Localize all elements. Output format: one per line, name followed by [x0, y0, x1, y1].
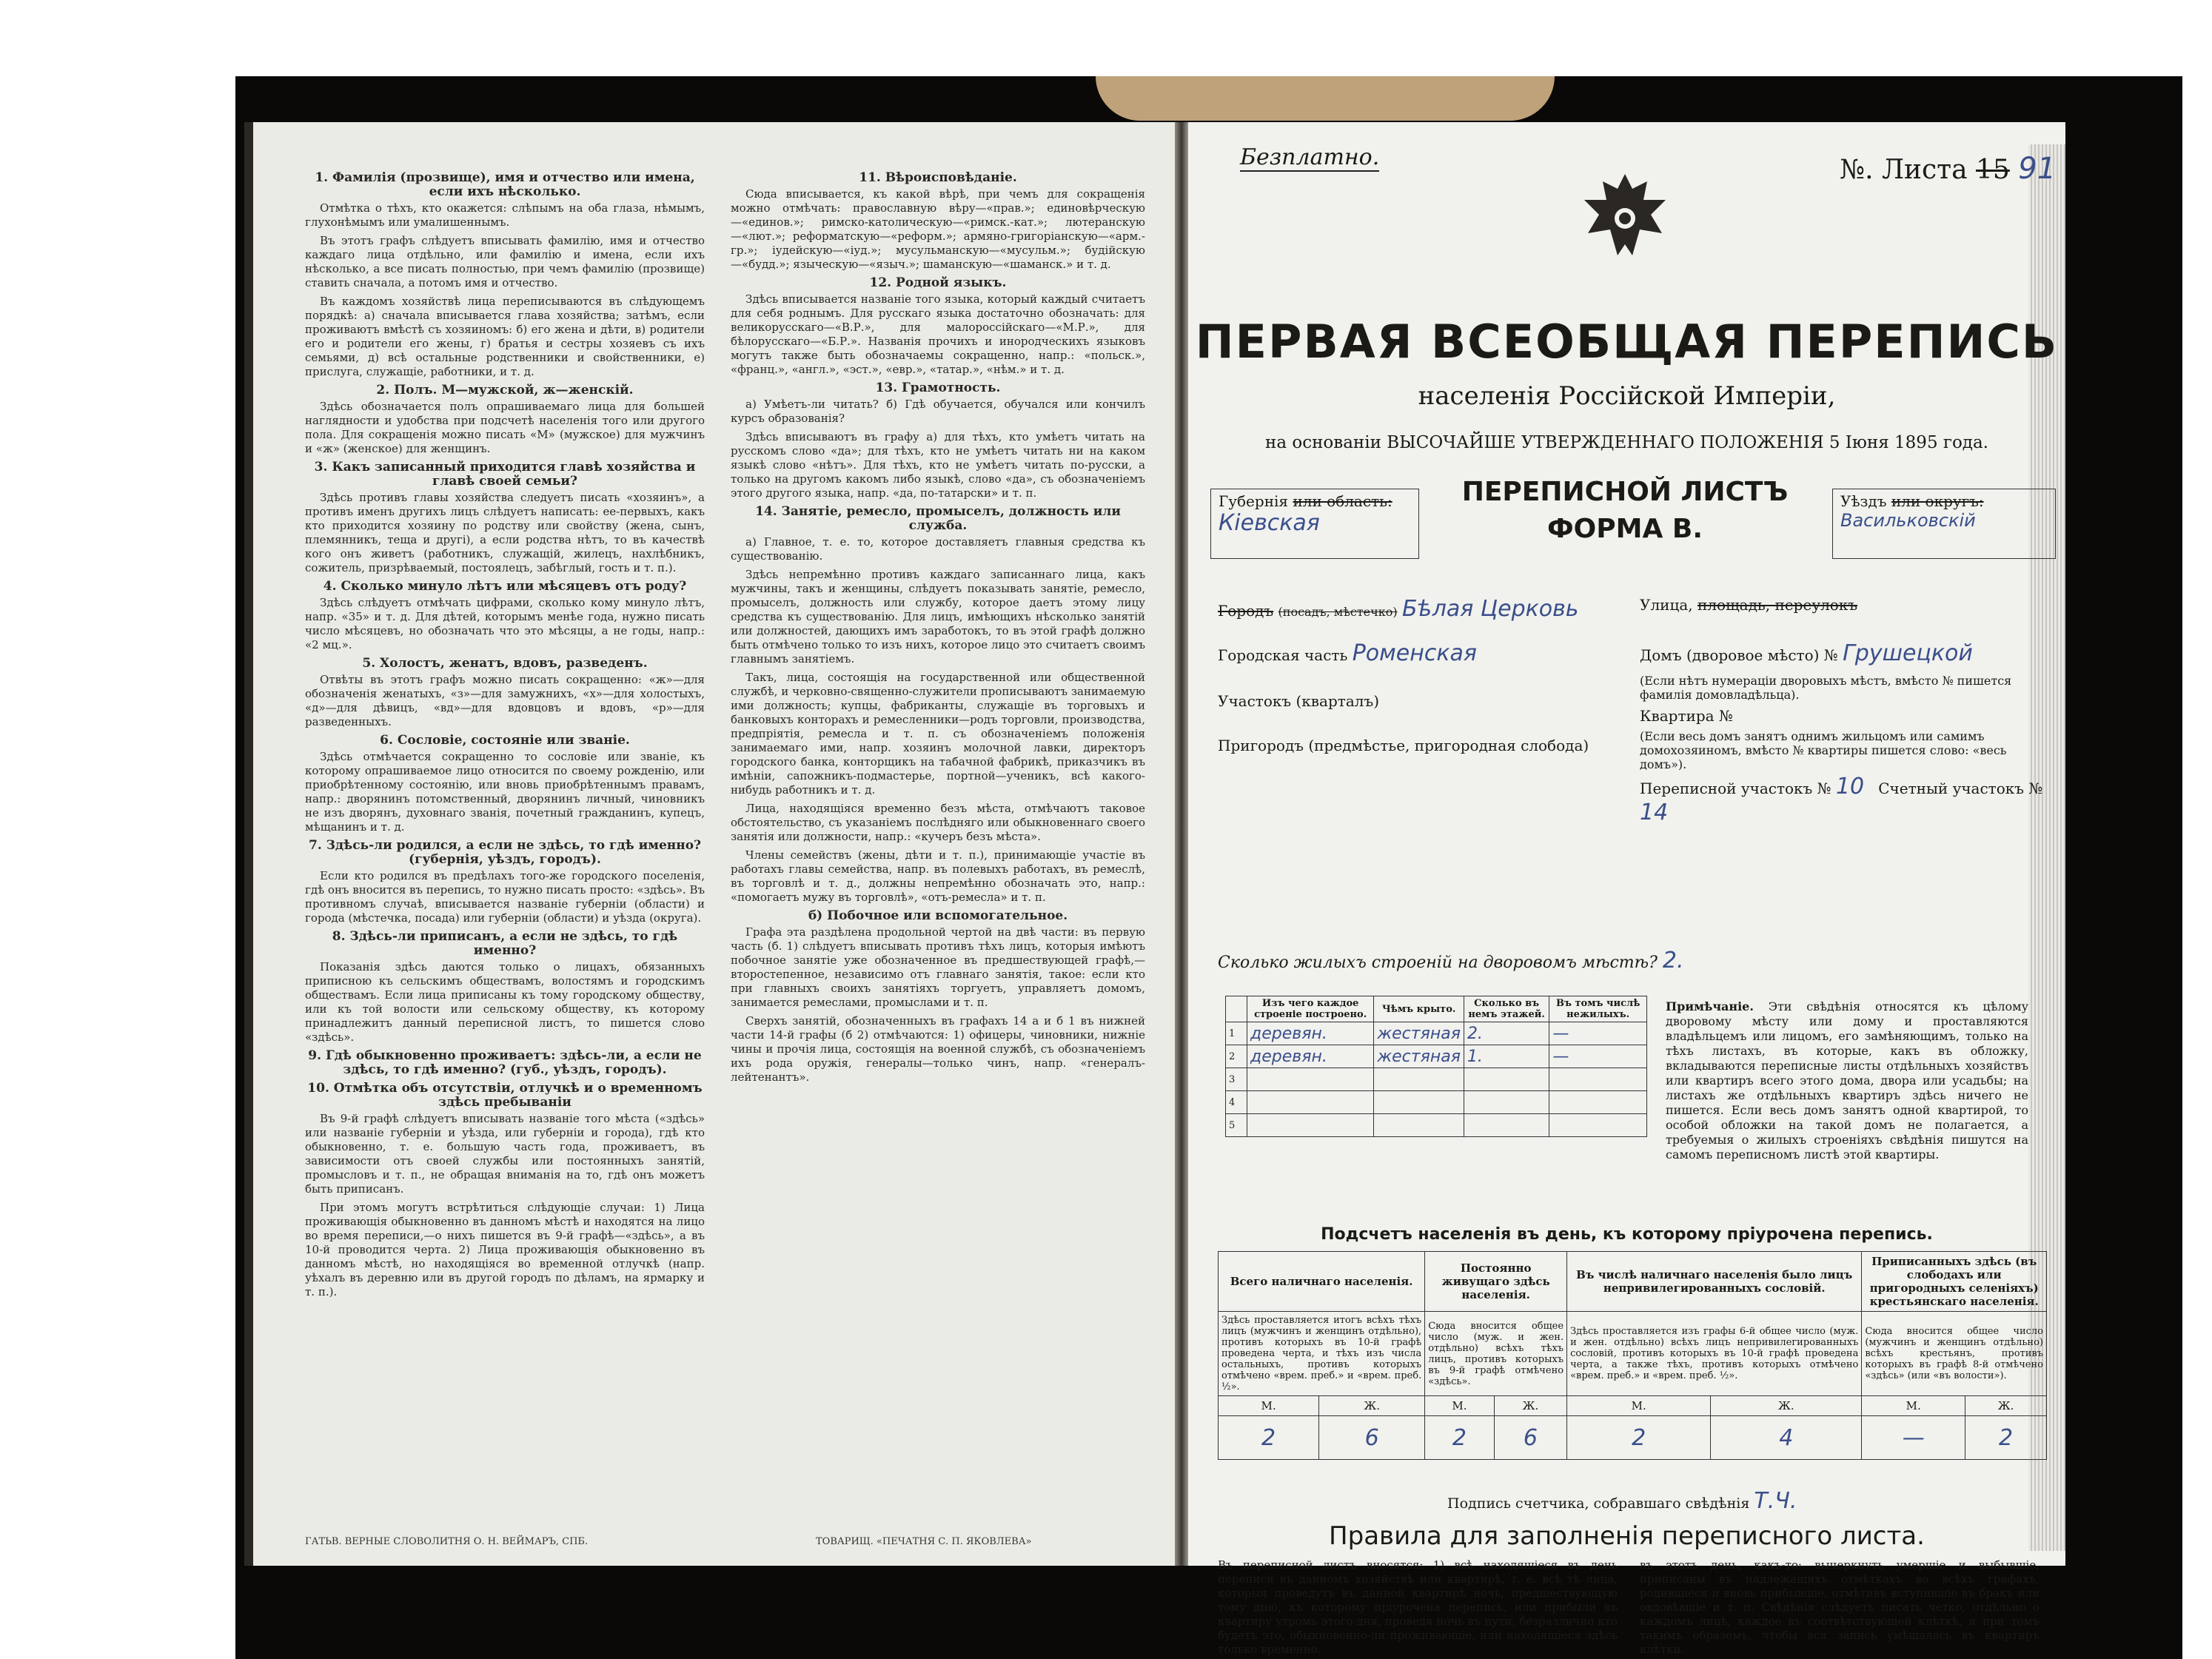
open-ledger — [244, 122, 2065, 1656]
suburb-field: Пригородъ (предмѣстье, пригородная слобода) — [1218, 737, 1589, 754]
instruction-paragraph: Здѣсь отмѣчается сокращенно то сословіе или званіе, къ которому опрашиваемое лицо относится по своему рожденію, или приобрѣтенному состоянію, или вновь приобрѣтеннымъ правамъ, напр.: дворянинъ потомственный, дворянинъ личный, чиновникъ не изъ дворянъ, духовнаго званія, почетный гражданинъ, купецъ, мѣщанинъ и т. д. — [305, 750, 705, 834]
table-row — [1226, 1045, 1647, 1068]
buildings-cell-material: деревян. — [1247, 1045, 1374, 1068]
gubernia-box: Губернія или область: Кіевская — [1210, 489, 1419, 559]
population-value: 6 — [1319, 1416, 1425, 1460]
population-value: 2 — [1567, 1416, 1711, 1460]
population-description: Сюда вносится общее число (муж. и жен. отдѣльно) всѣхъ тѣхъ лицъ, противъ которыхъ въ 9-й графѣ отмѣчено «здѣсь». — [1425, 1312, 1567, 1396]
instruction-paragraph: Здѣсь обозначается полъ опрашиваемаго лица для большей наглядности и удобства при подсчетѣ населенія того или другого пола. Для сокращенія можно писать «М» (мужское) для мужчинъ и «ж» (женское) для женщинъ. — [305, 400, 705, 455]
buildings-cell-roof — [1374, 1091, 1464, 1114]
buildings-cell-roof: жестяная — [1374, 1045, 1464, 1068]
population-value: 6 — [1494, 1416, 1566, 1460]
sex-label: М. — [1219, 1396, 1319, 1416]
section-heading: 8. Здѣсь-ли приписанъ, а если не здѣсь, то гдѣ именно? — [332, 929, 678, 958]
form-title: ПЕРЕПИСНОЙ ЛИСТЪ ФОРМА В. — [1461, 477, 1789, 544]
instruction-paragraph: Такъ, лица, состоящія на государственной или общественной службѣ, и черковно-священно-служители прописываютъ занимаемую ими должность; купцы, фабриканты, служащіе въ торговыхъ и банковыхъ конторахъ и ремесленники—родъ торговли, производства, предпріятія, ремесла и т. п. съ обозначеніемъ положенія занимаемаго ими, напр. хозяинъ молочной лавки, директоръ городского банка, конторщикъ на табачной фабрикѣ, приказчикъ въ имѣніи, сапожникъ-подмастерье, портной—ученикъ, всѣ какого-нибудь работникъ и т. д. — [731, 671, 1145, 797]
double-headed-eagle-icon — [1577, 167, 1673, 270]
buildings-cell-roof — [1374, 1068, 1464, 1091]
sex-label: Ж. — [1494, 1396, 1566, 1416]
sex-label: Ж. — [1711, 1396, 1862, 1416]
buildings-cell-floors — [1464, 1114, 1549, 1137]
buildings-cell-nonres — [1549, 1091, 1647, 1114]
buildings-cell-nonres — [1549, 1114, 1647, 1137]
legal-basis: на основаніи ВЫСОЧАЙШЕ УТВЕРЖДЕННАГО ПОЛОЖЕНІЯ 5 Іюня 1895 года. — [1265, 433, 1988, 452]
population-value: — — [1862, 1416, 1965, 1460]
buildings-cell-nonres: — — [1549, 1022, 1647, 1045]
buildings-cell-nonres: — — [1549, 1045, 1647, 1068]
sheet-number-handwritten: 91 — [2018, 152, 2057, 186]
instruction-paragraph: При этомъ могутъ встрѣтиться слѣдующіе случаи: 1) Лица проживающія обыкновенно въ данномъ мѣстѣ и находятся на лицо во время переписи,—о нихъ пишется въ 9-й графѣ—«здѣсь», а въ 10-й проводится черта. 2) Лица проживающія обыкновенно въ данномъ мѣстѣ, но находящіяся во временной отлучкѣ (напр. уѣхалъ въ деревню или въ другой городъ по дѣламъ, на ярмарку и т. п.). — [305, 1201, 705, 1298]
buildings-header: Сколько въ немъ этажей. — [1464, 996, 1549, 1022]
instruction-paragraph: Сверхъ занятій, обозначенныхъ въ графахъ 14 а и б 1 въ нижней части 14-й графы (б 2) отмѣчаются: 1) офицеры, чиновники, нижніе чины и прочія лица, состоящія на военной службѣ, съ обозначеніемъ ихъ рода оружія, генералы—только чинъ, напр. «генералъ-лейтенантъ». — [731, 1014, 1145, 1084]
instruction-paragraph: Отвѣты въ этотъ графъ можно писать сокращенно: «ж»—для обозначенія женатыхъ, «з»—для замужнихъ, «х»—для холостыхъ, «д»—для дѣвицъ, «вд»—для вдовцовъ и вдовъ, «р»—для разведенныхъ. — [305, 673, 705, 728]
house-note: (Если нѣтъ нумераціи дворовыхъ мѣстъ, вмѣсто № пишется фамилія домовладѣльца). — [1640, 674, 2012, 702]
sex-label: Ж. — [1319, 1396, 1425, 1416]
buildings-cell-floors — [1464, 1091, 1549, 1114]
sex-label: М. — [1862, 1396, 1965, 1416]
uezd-value: Васильковскій — [1840, 510, 1976, 531]
buildings-cell-material — [1247, 1068, 1374, 1091]
house-field: Домъ (дворовое мѣсто) № Грушецкой — [1640, 640, 1973, 666]
instruction-paragraph: Члены семействъ (жены, дѣти и т. п.), принимающіе участіе въ работахъ главы семейства, напр. въ полевыхъ работахъ, въ ремеслѣ, въ торговлѣ и т. д., должны непремѣнно обозначать это, напр.: «помогаетъ мужу въ торговлѣ», «отъ-ремесла» и т. п. — [731, 848, 1145, 904]
population-value: 2 — [1425, 1416, 1495, 1460]
buildings-cell-floors — [1464, 1068, 1549, 1091]
section-heading: 10. Отмѣтка объ отсутствіи, отлучкѣ и о временномъ здѣсь пребываніи — [307, 1081, 703, 1110]
population-value: 4 — [1711, 1416, 1862, 1460]
desk-surface — [1096, 76, 1555, 121]
buildings-cell-n: 4 — [1226, 1091, 1247, 1114]
population-header: Приписанныхъ здѣсь (въ слободахъ или пригородныхъ селеніяхъ) крестьянскаго населенія. — [1862, 1252, 2047, 1312]
section-heading: 2. Полъ. М—мужской, ж—женскій. — [376, 383, 634, 398]
section-heading: 14. Занятіе, ремесло, промыселъ, должность или служба. — [755, 504, 1121, 533]
buildings-header: Изъ чего каждое строеніе построено. — [1247, 996, 1374, 1022]
right-page — [1188, 122, 2065, 1656]
population-header: Постоянно живущаго здѣсь населенія. — [1425, 1252, 1567, 1312]
counting-district-value: 14 — [1640, 800, 1669, 825]
table-row — [1226, 1114, 1647, 1137]
instructions-column-2 — [731, 167, 1145, 1089]
section-heading: 6. Сословіе, состояніе или званіе. — [380, 733, 630, 748]
instruction-paragraph: Въ этотъ графъ слѣдуетъ вписывать фамилію, имя и отчество каждаго лица отдѣльно, или фамилію и имена, если ихъ нѣсколько, а все писать полностью, при чемъ фамилію (прозвище) ставить сначала, а потомъ имя и отчество. — [305, 234, 705, 289]
counter-signature: Подпись счетчика, собравшаго свѣдѣнія Т.Ч. — [1447, 1488, 1797, 1514]
gubernia-value: Кіевская — [1219, 510, 1320, 536]
population-description: Здѣсь проставляется итогъ всѣхъ тѣхъ лицъ (мужчинъ и женщинъ отдѣльно), противъ которыхъ въ 10-й графѣ проведена черта, и тѣхъ изъ числа остальныхъ, противъ которыхъ отмѣчено «врем. преб.» и «врем. преб. ½». — [1219, 1312, 1425, 1396]
population-table — [1218, 1251, 2047, 1460]
town-value: Бѣлая Церковь — [1401, 596, 1579, 622]
instruction-paragraph: Здѣсь противъ главы хозяйства следуетъ писать «хозяинъ», а противъ именъ другихъ лицъ слѣдуетъ написать: ее-первыхъ, какъ кто приходится хозяину по родству или свойству (жена, сынъ, племянникъ, теща и другі), а если родства нѣтъ, то въ качествѣ кого онъ живетъ (работникъ, служащій, жилецъ, нахлѣбникъ, сожитель, призрѣваемый, постоялецъ, забѣглый, гость и т. п.). — [305, 491, 705, 574]
section-heading: 3. Какъ записанный приходится главѣ хозяйства и главѣ своей семьи? — [314, 460, 696, 489]
page-subtitle: населенія Россійской Имперіи, — [1418, 381, 1836, 411]
buildings-cell-roof — [1374, 1114, 1464, 1137]
section-heading: б) Побочное или вспомогательное. — [808, 908, 1068, 923]
table-row — [1226, 1022, 1647, 1045]
sheet-number-printed: 15 — [1975, 155, 2010, 185]
section-heading: 5. Холостъ, женатъ, вдовъ, разведенъ. — [362, 656, 648, 671]
population-header: Всего наличнаго населенія. — [1219, 1252, 1425, 1312]
instruction-paragraph: Если кто родился въ предѣлахъ того-же городского поселенія, гдѣ онъ вносится въ перепись, то нужно писать просто: «здѣсь». Въ противномъ случаѣ, вписывается названіе губерніи (области) и города (мѣстечка, посада) или губерніи (области) и уѣзда (округа). — [305, 869, 706, 925]
buildings-question: Сколько жилыхъ строеній на дворовомъ мѣстѣ? 2. — [1218, 948, 1684, 973]
sex-label: М. — [1567, 1396, 1711, 1416]
block-field: Участокъ (кварталъ) — [1218, 692, 1379, 710]
buildings-value: 2. — [1662, 948, 1684, 973]
left-page — [253, 122, 1175, 1566]
population-header: Въ числѣ наличнаго населенія было лицъ непривилегированныхъ сословій. — [1567, 1252, 1862, 1312]
census-district-value: 10 — [1835, 774, 1865, 800]
table-row — [1226, 1068, 1647, 1091]
instruction-paragraph: Здѣсь вписываютъ въ графу а) для тѣхъ, кто умѣетъ читать на русскомъ слово «да»; для тѣхъ, кто не умѣетъ читать ни на каком языкѣ слово «нѣтъ». Для тѣхъ, кто не умѣетъ читать по-русски, а только на другомъ какомъ либо языкѣ, слово «да», съ обозначеніемъ этого другого языка, напр. «да, по-татарски» и т. п. — [731, 430, 1145, 500]
population-value: 2 — [1219, 1416, 1319, 1460]
flat-note: (Если весь домъ занятъ однимъ жильцомъ или самимъ домохозяиномъ, вмѣсто № квартиры пишется слово: «весь домъ»). — [1640, 729, 2007, 771]
printer-footnote-left: ГАТЬВ. ВЕРНЫЕ СЛОВОЛИТНЯ О. Н. ВЕЙМАРЪ, СПБ. — [305, 1536, 589, 1547]
population-value: 2 — [1965, 1416, 2047, 1460]
rules-title: Правила для заполненія переписного листа. — [1329, 1521, 1925, 1551]
instruction-paragraph: Въ 9-й графѣ слѣдуетъ вписывать названіе того мѣста («здѣсь» или названіе губерніи и уѣзда, или губерніи и города), гдѣ кто обыкновенно, т. е. большую часть года, проживаетъ, въ зависимости отъ своей службы или постоянныхъ занятій, промысловъ и т. п., не обращая вниманія на то, гдѣ онъ можетъ быть приписанъ. — [305, 1112, 705, 1196]
sex-label: Ж. — [1965, 1396, 2047, 1416]
section-heading: 7. Здѣсь-ли родился, а если не здѣсь, то гдѣ именно? (губернія, уѣздъ, городъ). — [308, 838, 701, 867]
section-heading: 9. Гдѣ обыкновенно проживаетъ: здѣсь-ли, а если не здѣсь, то гдѣ именно? (губ., уѣздъ, городъ). — [308, 1048, 702, 1077]
section-heading: 4. Сколько минуло лѣтъ или мѣсяцевъ отъ роду? — [323, 579, 687, 594]
buildings-cell-roof: жестяная — [1374, 1022, 1464, 1045]
buildings-cell-n: 5 — [1226, 1114, 1247, 1137]
instruction-paragraph: Графа эта раздѣлена продольной чертой на двѣ части: въ первую часть (б. 1) слѣдуетъ вписывать противъ тѣхъ лицъ, которыя имѣютъ побочное занятіе уже обозначенное въ предшествующей графѣ,—второстепенное, независимо отъ главнаго занятія, такое: если кто при главныхъ своихъ занятіяхъ торгуетъ, управляетъ домомъ, занимается ремеслами, промыслами и т. п. — [731, 925, 1145, 1009]
section-heading: 13. Грамотность. — [875, 381, 1001, 395]
buildings-cell-n: 2 — [1226, 1045, 1247, 1068]
instruction-paragraph: Показанія здѣсь даются только о лицахъ, обязанныхъ приписною къ сельскимъ обществамъ, волостямъ и городскимъ обществамъ. Если лица приписаны къ тому городскому обществу, или къ той волости или сельскому обществу, къ которому принадлежитъ данный переписной листъ, то пишется слово «здѣсь». — [305, 960, 705, 1044]
uezd-box: Уѣздъ или округъ: Васильковскій — [1832, 489, 2056, 559]
city-part-value: Роменская — [1352, 640, 1477, 666]
buildings-cell-material: деревян. — [1247, 1022, 1374, 1045]
city-part-field: Городская часть Роменская — [1218, 640, 1477, 666]
signature-value: Т.Ч. — [1754, 1488, 1797, 1514]
page-title: ПЕРВАЯ ВСЕОБЩАЯ ПЕРЕПИСЬ — [1195, 315, 2059, 369]
free-label: Безплатно. — [1240, 144, 1380, 170]
population-count-title: Подсчетъ населенія въ день, къ которому пріурочена перепись. — [1321, 1225, 1933, 1244]
instruction-paragraph: а) Главное, т. е. то, которое доставляетъ главныя средства къ существованію. — [731, 535, 1145, 563]
census-district-field: Переписной участокъ № 10 Счетный участокъ № 14 — [1640, 774, 2043, 825]
buildings-note: Примѣчаніе. Эти свѣдѣнія относятся къ цѣлому дворовому мѣсту или дому и проставляются владѣльцемъ или лицомъ, его замѣняющимъ, только на тѣхъ листахъ, въ которые, какъ въ обложку, вкладываются переписные листы отдѣльныхъ хозяйствъ или квартиръ всего этого дома, двора или усадьбы; на листахъ же отдѣльныхъ квартиръ здѣсь ничего не пишется. Если весь домъ занятъ одной квартирой, то особой обложки на такой домъ не полагается, а требуемыя о жилыхъ строеніяхъ свѣдѣнія пишутся на самомъ переписномъ листѣ этой квартиры. — [1666, 999, 2028, 1162]
instruction-paragraph: Здѣсь непремѣнно противъ каждаго записаннаго лица, какъ мужчины, такъ и женщины, слѣдуетъ показывать занятіе, ремесло, промыселъ, должность или службу, которое даетъ этому лицу средства къ существованію. Для лицъ, имѣющихъ нѣсколько занятій или должностей, дающихъ имъ заработокъ, то въ этой графѣ должно быть отмѣчено только то изъ нихъ, которое лицо это считаетъ своимъ главнымъ занятіемъ. — [731, 568, 1145, 666]
instruction-paragraph: Сюда вписывается, къ какой вѣрѣ, при чемъ для сокращенія можно отмѣчать: православную вѣру—«прав.»; единовѣрческую—«единов.»; римско-католическую—«римск.-кат.»; лютеранскую—«лют.»; реформатскую—«реформ.»; армяно-григоріанскую—«арм.-гр.»; іудейскую—«іуд.»; мусульманскую—«мусульм.»; будійскую—«будд.»; языческую—«языч.»; шаманскую—«шаманск.» и т. д. — [731, 187, 1145, 271]
rules-text-right: въ этотъ день, какъ-то: вычеркнуть умершіе и выбывшіе, приписаны въ надлежащихъ отмѣткахъ во всѣхъ графахъ, родившіеся и вновь прибывшіе, отмѣтивъ вступившіе въ бракъ или овдовѣвшіе и т. п. Свѣдѣнія слѣдуетъ писать четко, отдѣльно о каждомъ лицѣ, каждое въ соотвѣтствующей клѣткѣ, и при томъ такимъ образомъ, чтобы вся запись умѣщалась въ квартиръ клѣтки. — [1640, 1558, 2040, 1656]
buildings-cell-floors: 1. — [1464, 1045, 1549, 1068]
buildings-cell-n: 3 — [1226, 1068, 1247, 1091]
buildings-cell-material — [1247, 1114, 1374, 1137]
book-spine — [1175, 122, 1188, 1566]
instruction-paragraph: а) Умѣетъ-ли читать? б) Гдѣ обучается, обучался или кончилъ курсъ образованія? — [731, 398, 1145, 425]
house-value: Грушецкой — [1843, 640, 1973, 666]
buildings-table — [1225, 996, 1647, 1137]
sheet-number: №. Листа 15 91 — [1840, 152, 2057, 186]
instruction-paragraph: Здѣсь вписывается названіе того языка, который каждый считаетъ для себя роднымъ. Для русскаго языка достаточно обозначать: для великорусскаго—«В.Р.», для малороссійскаго—«М.Р.», для бѣлорусскаго—«Б.Р.». Названія прочихъ и инородческихъ языковъ могутъ также быть обозначаемы сокращенно, напр.: «польск.», «франц.», «англ.», «эст.», «евр.», «татар.», «нѣм.» и т. д. — [731, 292, 1145, 376]
buildings-header: Въ томъ числѣ нежилыхъ. — [1549, 996, 1647, 1022]
instruction-paragraph: Отмѣтка о тѣхъ, кто окажется: слѣпымъ на оба глаза, нѣмымъ, глухонѣмымъ или умалишеннымъ. — [305, 201, 705, 229]
table-row — [1226, 1091, 1647, 1114]
printer-footnote-right: ТОВАРИЩ. «ПЕЧАТНЯ С. П. ЯКОВЛЕВА» — [816, 1536, 1032, 1547]
town-field: Городъ (посадъ, мѣстечко) Бѣлая Церковь — [1218, 596, 1579, 622]
section-heading: 11. Вѣроисповѣданіе. — [859, 170, 1017, 185]
instruction-paragraph: Лица, находящіяся временно безъ мѣста, отмѣчаютъ таковое обстоятельство, съ указаніемъ послѣдняго или обыкновеннаго своего занятія или должности, напр.: «кучеръ безъ мѣста». — [731, 802, 1145, 843]
rules-text-left: Въ переписной листъ вносятся: 1) всѣ находящіеся въ день переписи въ данномъ хозяйствѣ или квартирѣ, т. е. всѣ тѣ лица, которыя проведутъ въ данной квартирѣ ночь, предшествующую тому дню, къ которому пріурочена перепись, или прибыли въ квартиру утромъ этого дня, проведя ночь въ пути, безразлично кто будетъ это, обыкновенно-ли проживающіе, или находящіеся здѣсь только временно. — [1218, 1558, 1618, 1656]
flat-field: Квартира № — [1640, 707, 1733, 725]
buildings-cell-material — [1247, 1091, 1374, 1114]
street-field: Улица, площадь, переулокъ — [1640, 596, 1858, 614]
buildings-cell-n: 1 — [1226, 1022, 1247, 1045]
buildings-header: Чѣмъ крыто. — [1374, 996, 1464, 1022]
instruction-paragraph: Здѣсь слѣдуетъ отмѣчать цифрами, сколько кому минуло лѣтъ, напр. «35» и т. д. Для дѣтей, которымъ менѣе года, нужно писать число мѣсяцевъ, но обозначать что это мѣсяцы, а не годы, напр.: «2 мц.». — [305, 596, 705, 651]
section-heading: 1. Фамилія (прозвище), имя и отчество или имена, если ихъ нѣсколько. — [315, 170, 695, 199]
population-description: Здѣсь проставляется изъ графы 6-й общее число (муж. и жен. отдѣльно) всѣхъ лицъ непривилегированныхъ сословій, противъ которыхъ въ 10-й графѣ проведена черта, а также тѣхъ, противъ которыхъ отмѣчено «врем. преб.» и «врем. преб. ½». — [1567, 1312, 1862, 1396]
buildings-cell-nonres — [1549, 1068, 1647, 1091]
instruction-paragraph: Въ каждомъ хозяйствѣ лица переписываются въ слѣдующемъ порядкѣ: а) сначала вписывается глава хозяйства; затѣмъ, если проживаютъ вмѣстѣ съ хозяиномъ: б) его жена и дѣти, в) родители его и родители его жены, г) братья и сестры хозяевъ съ ихъ семьями, д) всѣ остальные родственники и свойственники, е) прислуга, служащіе, работники, и т. д. — [305, 295, 705, 378]
instructions-column-1 — [305, 167, 705, 1304]
section-heading: 12. Родной языкъ. — [869, 275, 1007, 290]
sex-label: М. — [1425, 1396, 1495, 1416]
buildings-cell-floors: 2. — [1464, 1022, 1549, 1045]
population-description: Сюда вносится общее число (мужчинъ и женщинъ отдѣльно) всѣхъ крестьянъ, противъ которыхъ въ графѣ 8-й отмѣчено «здѣсь» (или «въ волости»). — [1862, 1312, 2047, 1396]
